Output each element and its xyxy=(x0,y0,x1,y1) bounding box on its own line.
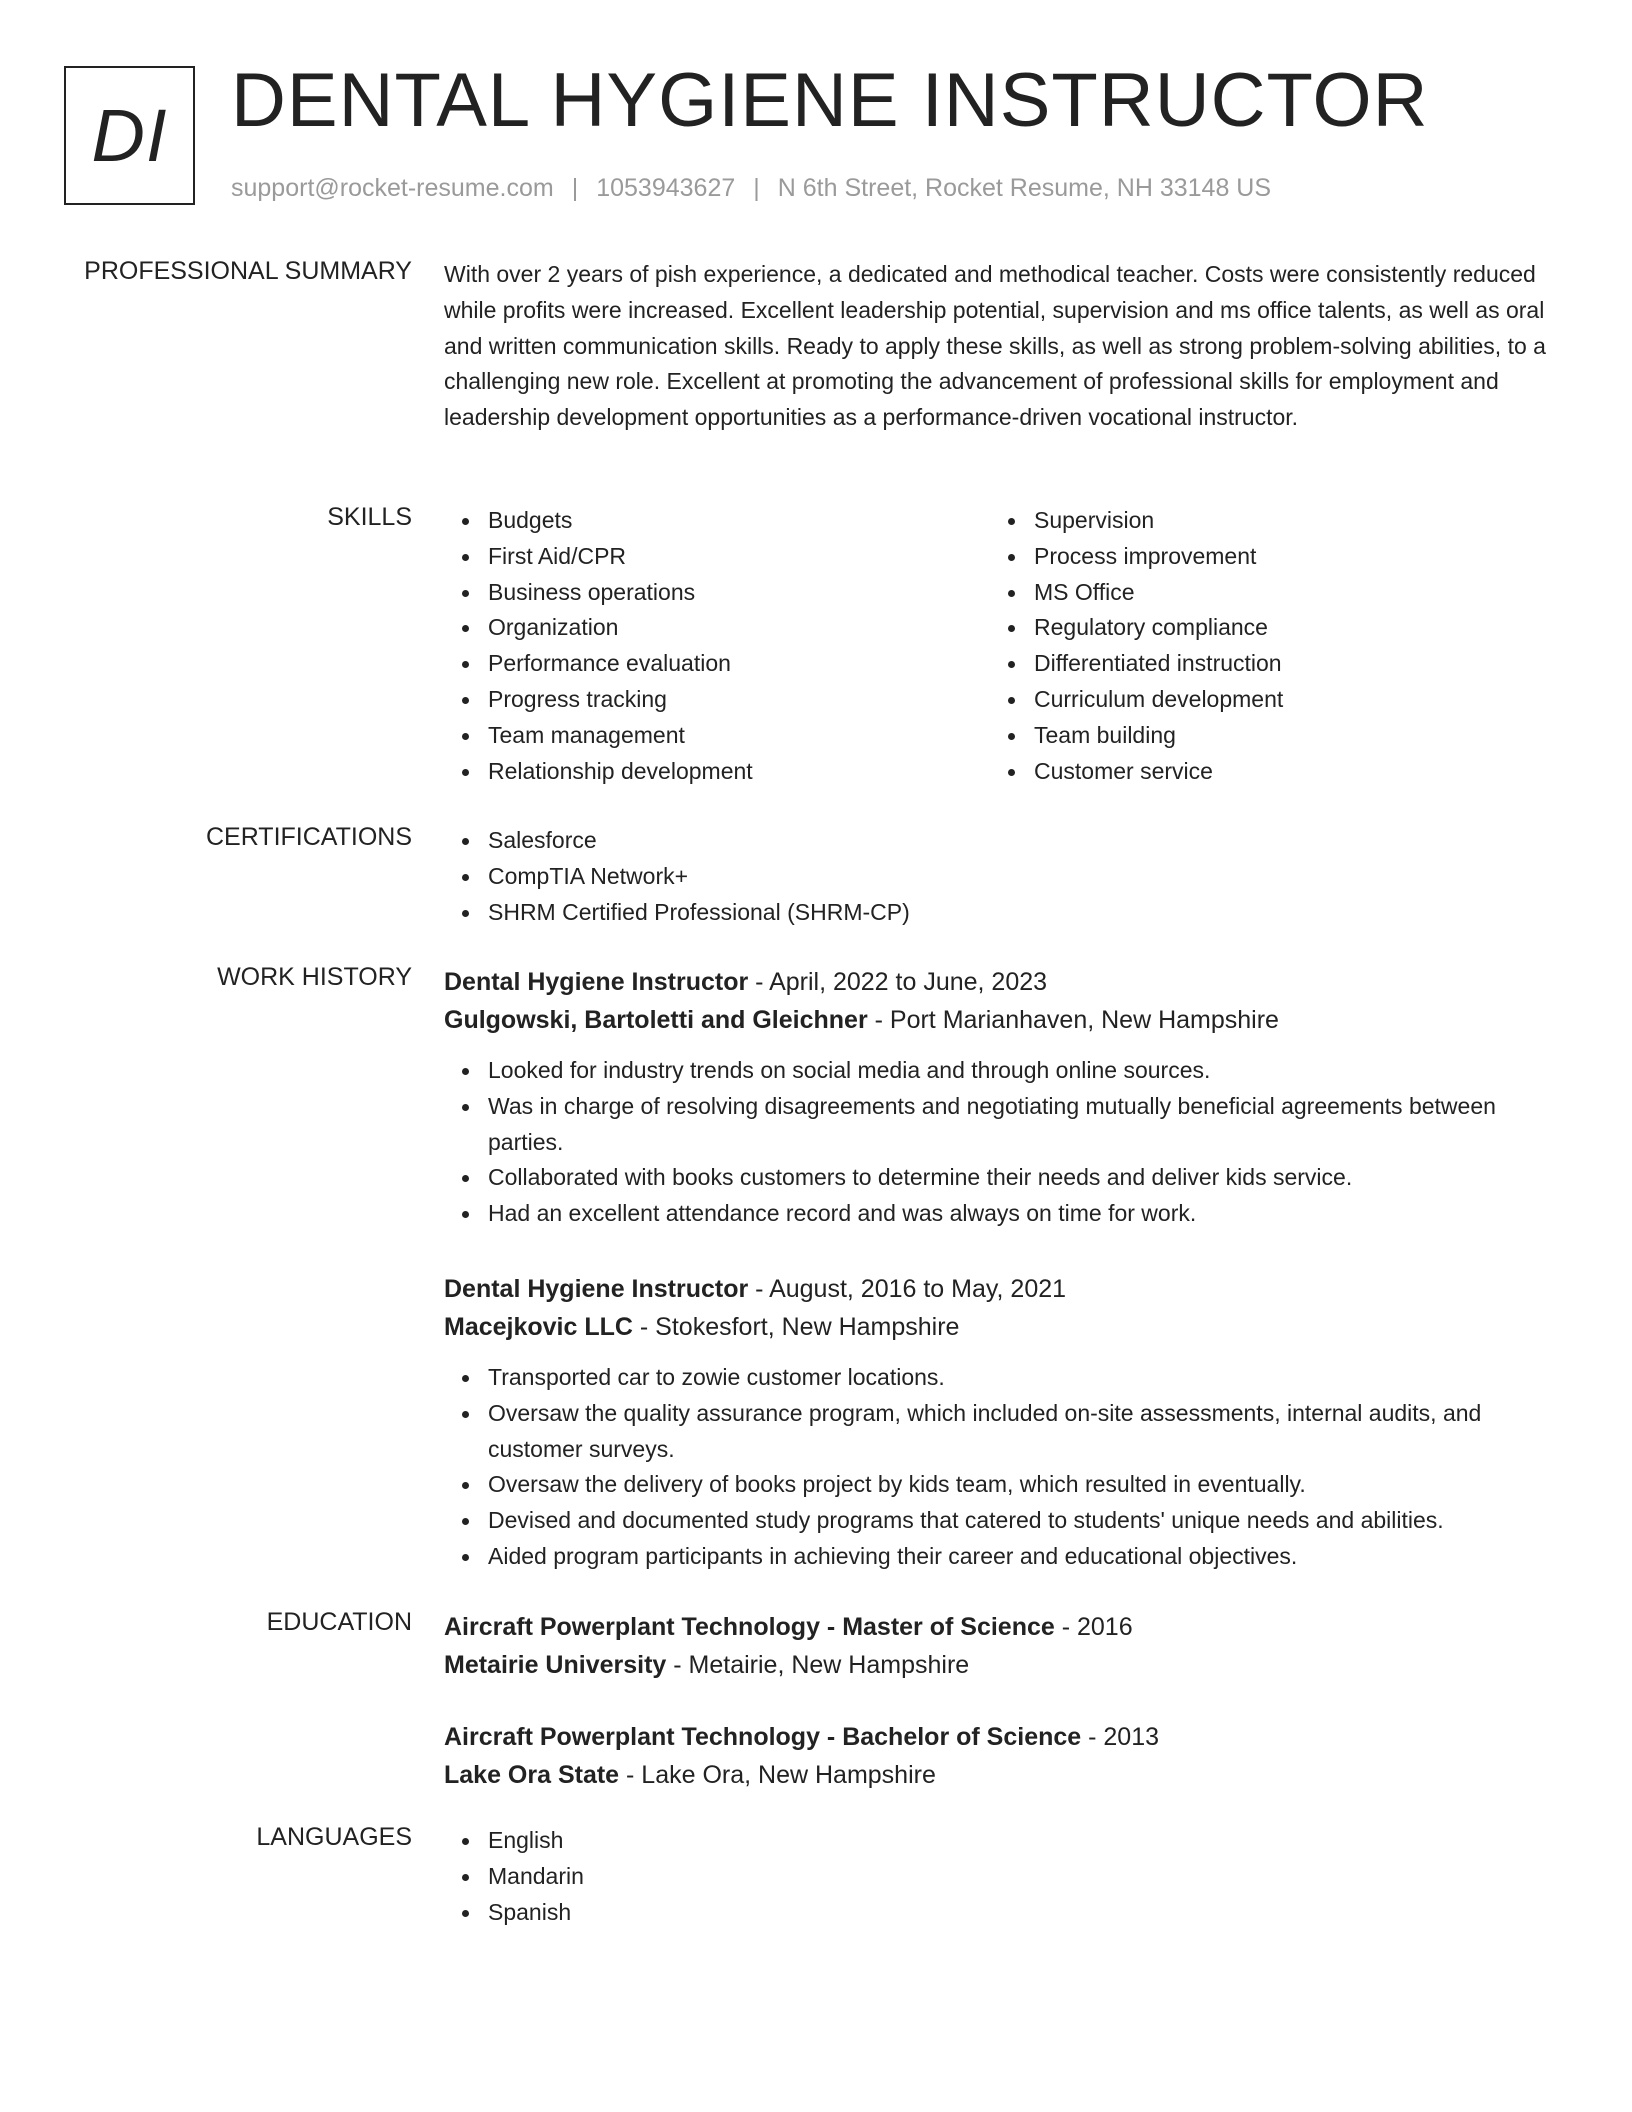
monogram-text: DI xyxy=(91,94,168,177)
job-title: Dental Hygiene Instructor xyxy=(444,968,749,996)
certifications-list xyxy=(444,823,1564,930)
job-bullet: Transported car to zowie customer locations. xyxy=(444,1360,1564,1396)
monogram-badge xyxy=(64,66,195,205)
language-item: Spanish xyxy=(444,1895,1564,1931)
contact-email: support@rocket-resume.com xyxy=(231,174,554,202)
school-location: - Lake Ora, New Hampshire xyxy=(619,1761,936,1789)
job-bullet: Collaborated with books customers to determine their needs and deliver kids service. xyxy=(444,1160,1564,1196)
job-company: Gulgowski, Bartoletti and Gleichner xyxy=(444,1006,868,1034)
job-bullets xyxy=(444,1053,1564,1232)
certification-item: Salesforce xyxy=(444,823,1564,859)
language-item: English xyxy=(444,1823,1564,1859)
certification-item: CompTIA Network+ xyxy=(444,859,1564,895)
job-entry xyxy=(444,963,1564,1232)
skill-item: Team management xyxy=(444,718,990,754)
job-location: - Port Marianhaven, New Hampshire xyxy=(867,1006,1279,1034)
section-heading-certifications: CERTIFICATIONS xyxy=(205,823,412,851)
skill-item: Curriculum development xyxy=(990,682,1536,718)
contact-line xyxy=(231,174,1271,203)
section-heading-languages: LANGUAGES xyxy=(256,1823,412,1851)
summary-text: With over 2 years of pish experience, a dedicated and methodical teacher. Costs were consistently reduced while profits were increased. Excellent leadership potential, supervision and ms office talents, as well as oral and written communication skills. Ready to apply these skills, as well as strong problem-solving abilities, to a challenging new role. Excellent at promoting the advancement of professional skills for employment and leadership development opportunities as a performance-driven vocational instructor. xyxy=(444,261,1546,431)
job-dates: - April, 2022 to June, 2023 xyxy=(748,968,1048,996)
school-name: Lake Ora State xyxy=(444,1761,620,1789)
skill-item: MS Office xyxy=(990,575,1536,611)
skill-item: Business operations xyxy=(444,575,990,611)
skill-item: Differentiated instruction xyxy=(990,646,1536,682)
skill-item: Performance evaluation xyxy=(444,646,990,682)
page-title: DENTAL HYGIENE INSTRUCTOR xyxy=(231,58,1429,143)
languages-list xyxy=(444,1823,1564,1930)
skill-item: Customer service xyxy=(990,754,1536,790)
degree-line xyxy=(444,1718,1564,1756)
section-heading-work: WORK HISTORY xyxy=(217,963,412,991)
job-bullet: Looked for industry trends on social media and through online sources. xyxy=(444,1053,1564,1089)
skill-item: Supervision xyxy=(990,503,1536,539)
skills-list-left xyxy=(444,503,990,789)
skill-item: Regulatory compliance xyxy=(990,610,1536,646)
skill-item: Relationship development xyxy=(444,754,990,790)
job-title: Dental Hygiene Instructor xyxy=(444,1274,749,1303)
job-title-line xyxy=(444,963,1564,1001)
job-bullet: Oversaw the delivery of books project by kids team, which resulted in eventually. xyxy=(444,1467,1564,1503)
job-company: Macejkovic LLC xyxy=(444,1312,633,1341)
education-entry xyxy=(444,1718,1564,1794)
school-name: Metairie University xyxy=(444,1651,667,1679)
job-location: - Stokesfort, New Hampshire xyxy=(632,1312,960,1341)
contact-separator: | xyxy=(571,174,579,202)
job-dates: - August, 2016 to May, 2021 xyxy=(748,1274,1067,1303)
job-title-line xyxy=(444,1270,1564,1308)
degree-year: - 2016 xyxy=(1054,1613,1133,1641)
contact-separator: | xyxy=(753,174,760,202)
degree-name: Aircraft Powerplant Technology - Master of Science xyxy=(444,1613,1055,1641)
skill-item: Process improvement xyxy=(990,539,1536,575)
section-heading-education: EDUCATION xyxy=(266,1608,412,1636)
job-bullet: Devised and documented study programs that catered to students' unique needs and abilities. xyxy=(444,1503,1564,1539)
skills-list-right xyxy=(990,503,1536,789)
skill-item: Budgets xyxy=(444,503,990,539)
job-bullet: Had an excellent attendance record and was always on time for work. xyxy=(444,1196,1564,1232)
job-bullet: Was in charge of resolving disagreements and negotiating mutually beneficial agreements between parties. xyxy=(444,1089,1564,1161)
language-item: Mandarin xyxy=(444,1859,1564,1895)
skill-item: Progress tracking xyxy=(444,682,990,718)
skill-item: Organization xyxy=(444,610,990,646)
contact-address: N 6th Street, Rocket Resume, NH 33148 US xyxy=(777,174,1272,202)
section-heading-summary: PROFESSIONAL SUMMARY xyxy=(84,257,412,285)
job-company-line xyxy=(444,1308,1564,1346)
contact-phone: 1053943627 xyxy=(596,174,736,202)
degree-year: - 2013 xyxy=(1081,1723,1160,1751)
skill-item: Team building xyxy=(990,718,1536,754)
school-location: - Metairie, New Hampshire xyxy=(666,1651,970,1679)
degree-name: Aircraft Powerplant Technology - Bachelor of Science xyxy=(444,1723,1082,1751)
education-entry xyxy=(444,1608,1564,1684)
skill-item: First Aid/CPR xyxy=(444,539,990,575)
certification-item: SHRM Certified Professional (SHRM-CP) xyxy=(444,895,1564,931)
degree-line xyxy=(444,1608,1564,1646)
job-bullet: Oversaw the quality assurance program, which included on-site assessments, internal audits, and customer surveys. xyxy=(444,1396,1564,1468)
job-bullet: Aided program participants in achieving their career and educational objectives. xyxy=(444,1539,1564,1575)
school-line xyxy=(444,1646,1564,1684)
school-line xyxy=(444,1756,1564,1794)
job-entry xyxy=(444,1270,1564,1575)
job-bullets xyxy=(444,1360,1564,1575)
job-company-line xyxy=(444,1001,1564,1039)
section-heading-skills: SKILLS xyxy=(327,503,412,531)
